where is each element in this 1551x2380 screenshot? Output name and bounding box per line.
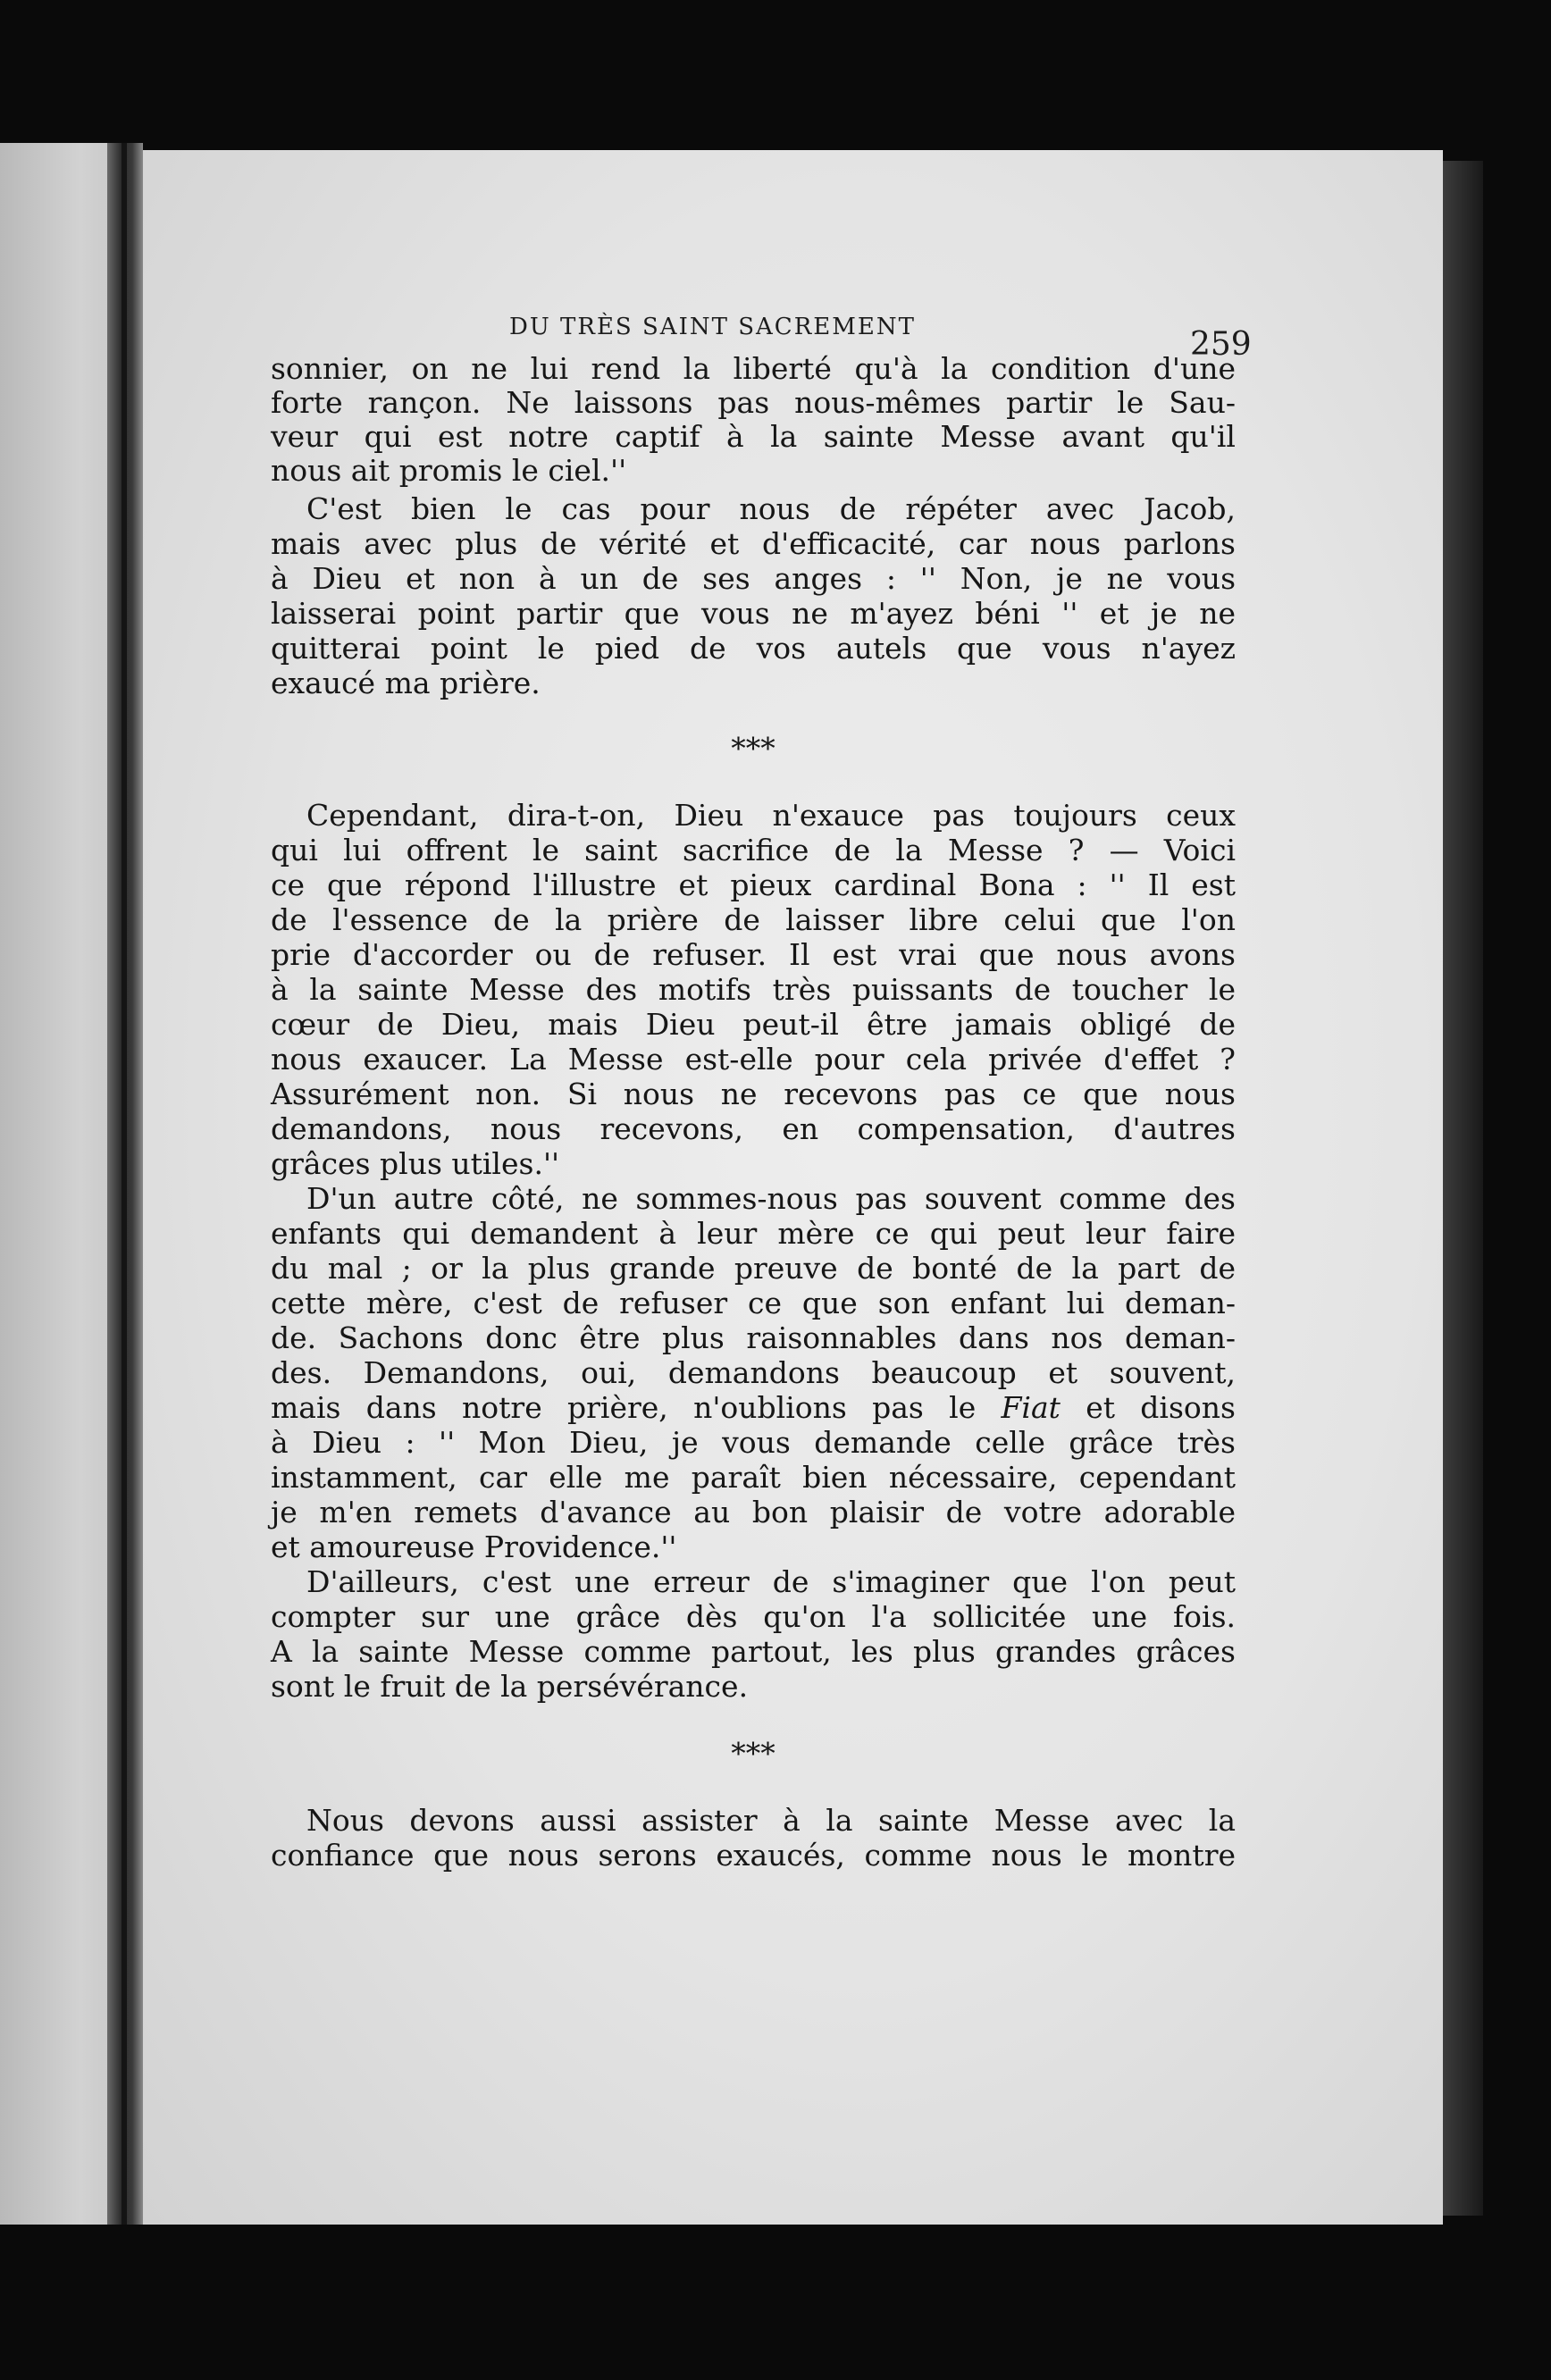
- text-line: [271, 1392, 1236, 1424]
- text-line: et amoureuse Providence.'': [271, 1529, 677, 1564]
- text-line: laisserai point partir que vous ne m'ayez béni '' et je ne: [271, 596, 1236, 631]
- page-number: 259: [1190, 326, 1252, 363]
- text-line: cette mère, c'est de refuser ce que son enfant lui deman-: [271, 1286, 1236, 1320]
- text-line: qui lui offrent le saint sacrifice de la Messe ? — Voici: [271, 833, 1236, 867]
- text-segment: mais dans notre prière, n'oublions pas le: [271, 1390, 977, 1425]
- gutter-fold-line: [122, 143, 127, 2225]
- text-line: à Dieu : '' Mon Dieu, je vous demande celle grâce très: [271, 1425, 1236, 1460]
- text-line: grâces plus utiles.'': [271, 1146, 560, 1181]
- page-edge-shadow: [1443, 161, 1483, 2216]
- text-line: du mal ; or la plus grande preuve de bonté de la part de: [271, 1251, 1236, 1286]
- text-line: D'un autre côté, ne sommes-nous pas souvent comme des: [306, 1181, 1236, 1216]
- text-line: demandons, nous recevons, en compensation, d'autres: [271, 1111, 1236, 1146]
- running-head: DU TRÈS SAINT SACREMENT: [509, 314, 916, 340]
- text-line: exaucé ma prière.: [271, 666, 541, 700]
- section-asterism: ***: [731, 731, 776, 766]
- text-line: forte rançon. Ne laissons pas nous-mêmes partir le Sau-: [271, 385, 1236, 420]
- text-line: confiance que nous serons exaucés, comme nous le montre: [271, 1838, 1236, 1873]
- text-line: D'ailleurs, c'est une erreur de s'imaginer que l'on peut: [306, 1564, 1236, 1599]
- text-line: veur qui est notre captif à la sainte Messe avant qu'il: [271, 419, 1236, 454]
- text-line: Cependant, dira-t-on, Dieu n'exauce pas toujours ceux: [306, 798, 1236, 833]
- text-line: sonnier, on ne lui rend la liberté qu'à la condition d'une: [271, 351, 1236, 386]
- text-line: C'est bien le cas pour nous de répéter avec Jacob,: [306, 491, 1236, 526]
- italic-word: Fiat: [1001, 1390, 1061, 1425]
- text-line: enfants qui demandent à leur mère ce qui peut leur faire: [271, 1216, 1236, 1251]
- text-line: à Dieu et non à un de ses anges : '' Non, je ne vous: [271, 561, 1236, 596]
- text-line: de. Sachons donc être plus raisonnables dans nos deman-: [271, 1320, 1236, 1355]
- text-line: de l'essence de la prière de laisser libre celui que l'on: [271, 902, 1236, 937]
- text-line: nous exaucer. La Messe est-elle pour cela privée d'effet ?: [271, 1042, 1236, 1077]
- text-line: nous ait promis le ciel.'': [271, 453, 627, 488]
- text-segment: et disons: [1086, 1390, 1236, 1425]
- text-line: Nous devons aussi assister à la sainte Messe avec la: [306, 1803, 1236, 1838]
- text-line: des. Demandons, oui, demandons beaucoup et souvent,: [271, 1355, 1236, 1390]
- text-line: ce que répond l'illustre et pieux cardinal Bona : '' Il est: [271, 867, 1236, 902]
- text-line: sont le fruit de la persévérance.: [271, 1669, 749, 1704]
- text-line: instamment, car elle me paraît bien nécessaire, cependant: [271, 1460, 1236, 1495]
- text-line: Assurément non. Si nous ne recevons pas ce que nous: [271, 1077, 1236, 1111]
- text-line: compter sur une grâce dès qu'on l'a sollicitée une fois.: [271, 1599, 1236, 1634]
- text-line: cœur de Dieu, mais Dieu peut-il être jamais obligé de: [271, 1007, 1236, 1042]
- text-line: mais avec plus de vérité et d'efficacité, car nous parlons: [271, 526, 1236, 561]
- text-line: je m'en remets d'avance au bon plaisir de votre adorable: [271, 1495, 1236, 1529]
- section-asterism: ***: [731, 1736, 776, 1771]
- text-line: quitterai point le pied de vos autels que vous n'ayez: [271, 631, 1236, 666]
- text-line: prie d'accorder ou de refuser. Il est vrai que nous avons: [271, 937, 1236, 972]
- text-line: A la sainte Messe comme partout, les plus grandes grâces: [271, 1634, 1236, 1669]
- text-line: à la sainte Messe des motifs très puissants de toucher le: [271, 972, 1236, 1007]
